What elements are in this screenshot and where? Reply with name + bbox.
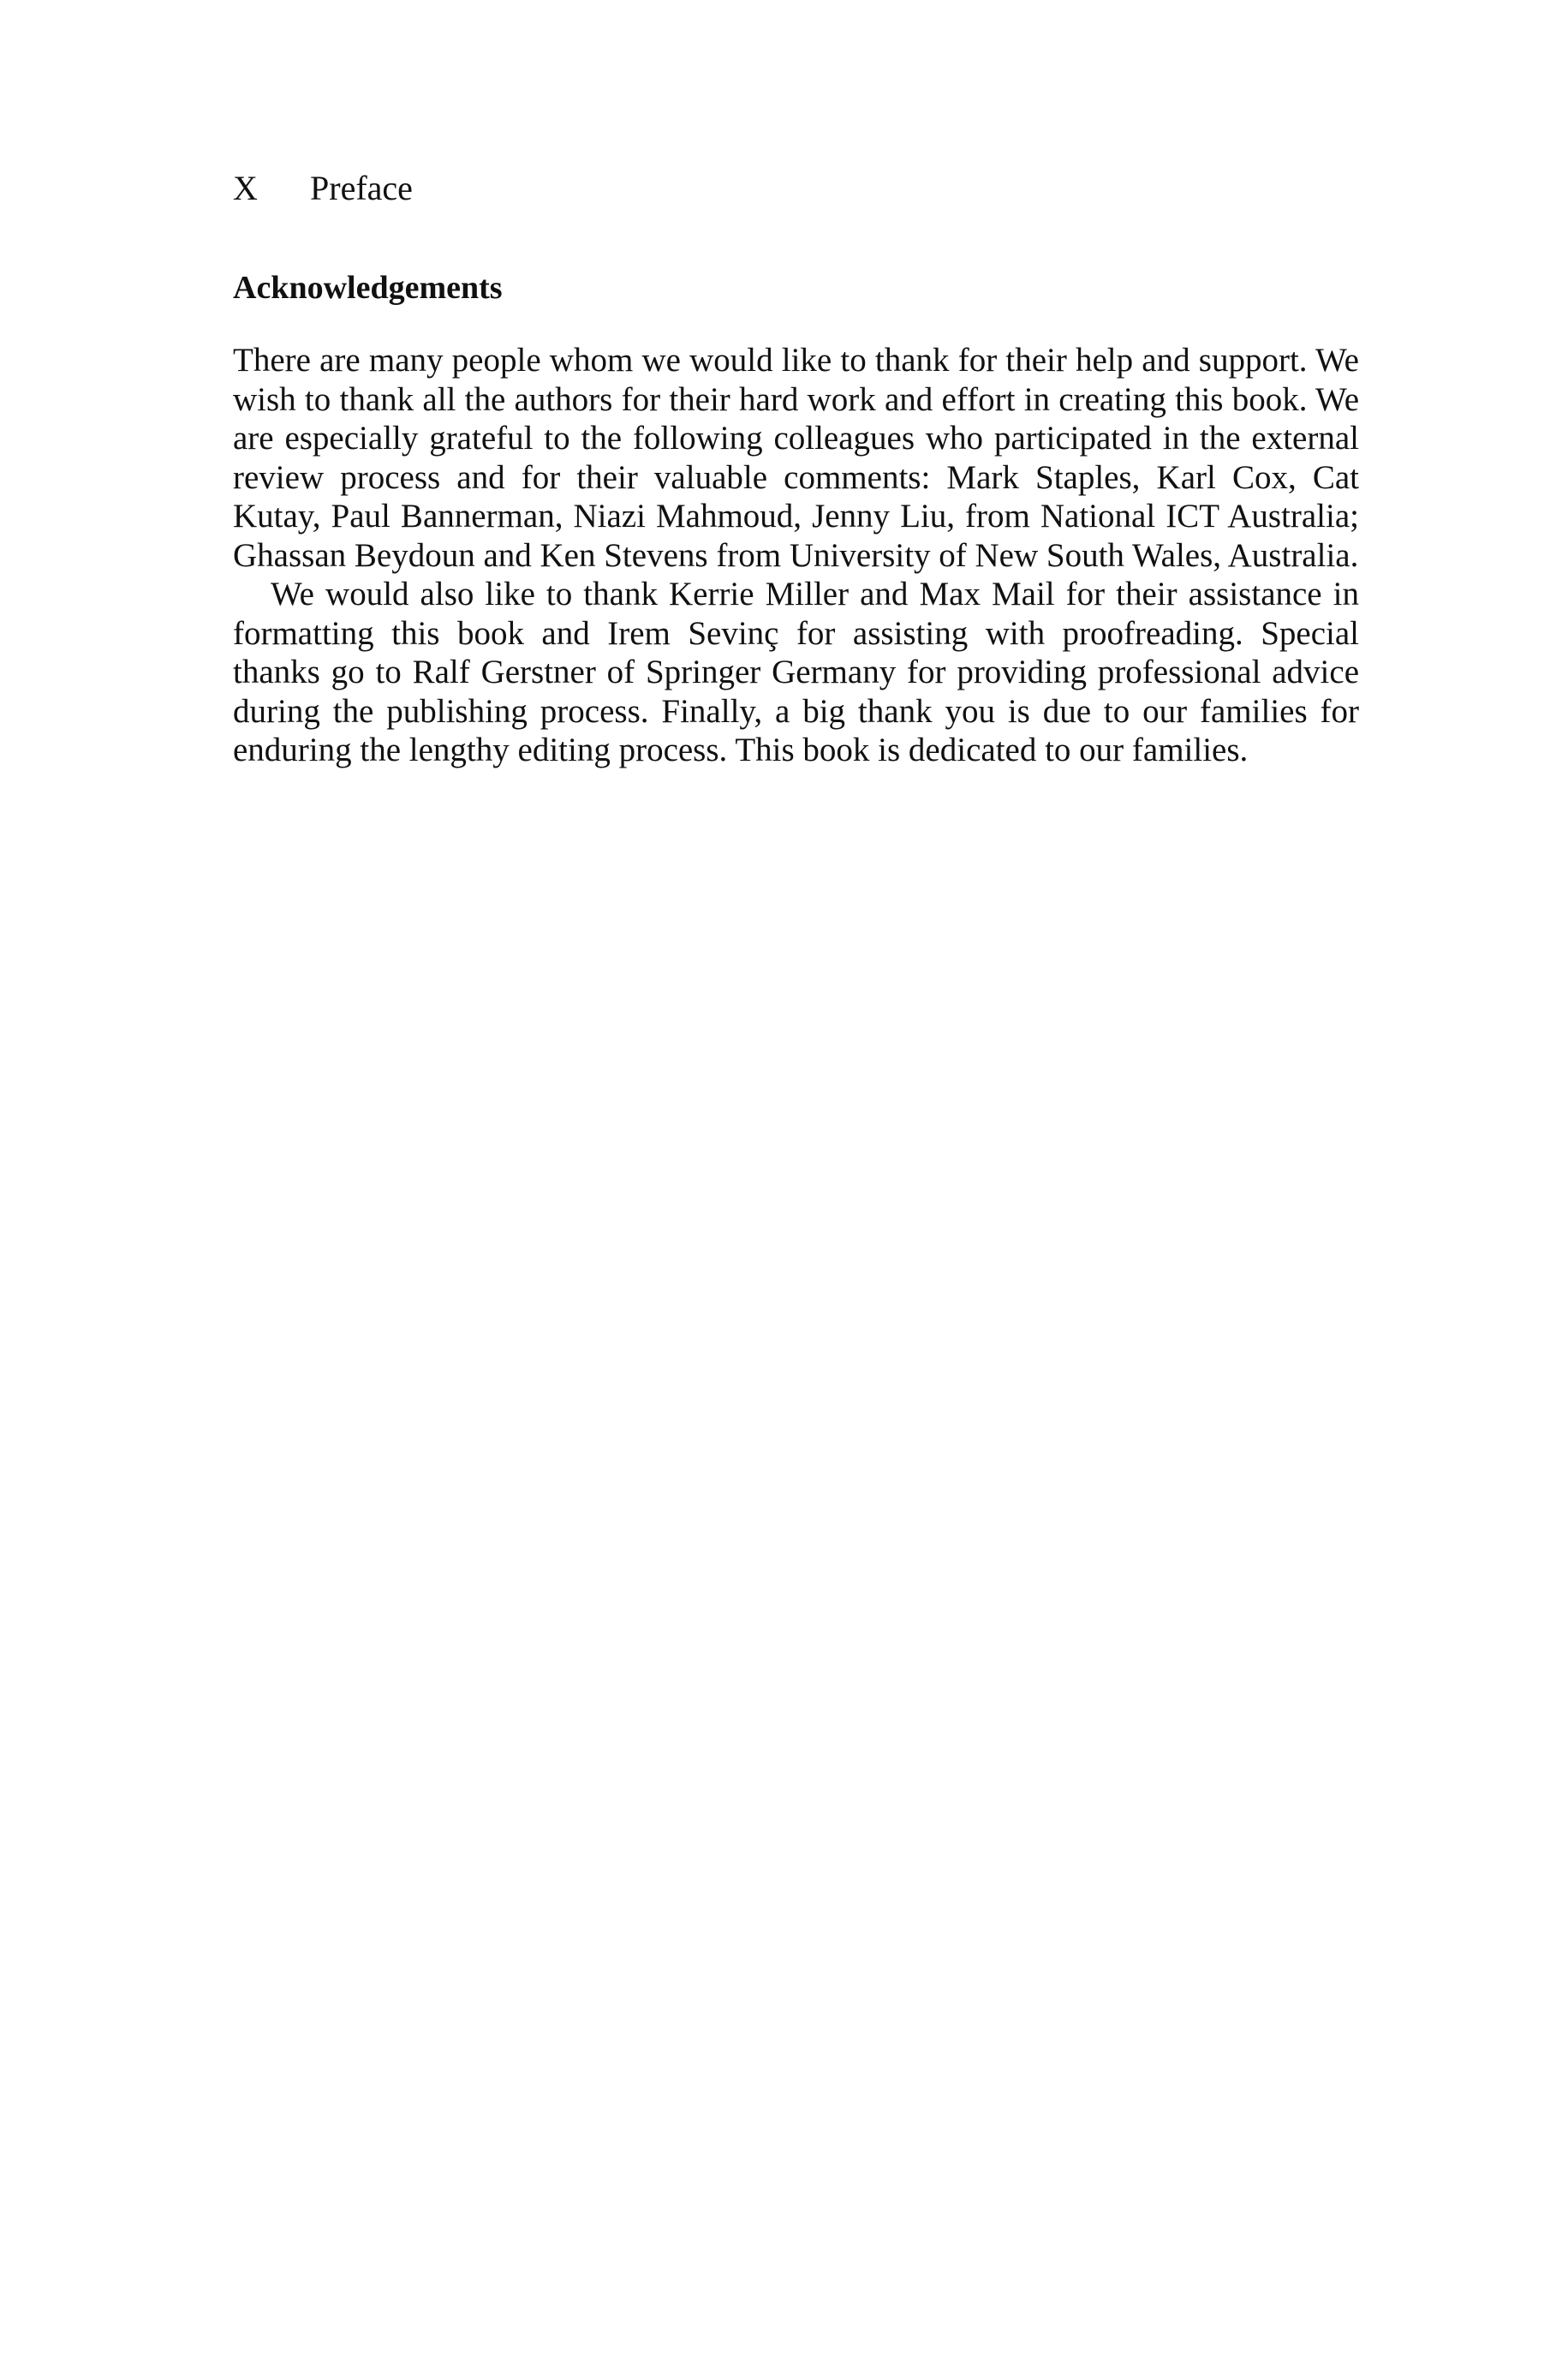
running-header (233, 168, 413, 209)
running-title: Preface (310, 169, 413, 207)
section-heading: Acknowledgements (233, 270, 503, 306)
body-text (233, 341, 1359, 770)
paragraph: There are many people whom we would like to thank for their help and support. We wish to thank all the authors for their hard work and effort in creating this book. We are especially grateful to the following colleagues who participated in the external review process and for their valuable comments: Mark Staples, Karl Cox, Cat Kutay, Paul Bannerman, Niazi Mahmoud, Jenny Liu, from National ICT Australia; Ghassan Beydoun and Ken Stevens from University of New South Wales, Australia. (233, 342, 1359, 574)
paragraph: We would also like to thank Kerrie Miller and Max Mail for their assistance in formatting this book and Irem Sevinç for assisting with proofreading. Special thanks go to Ralf Gerstner of Springer Germany for providing professional advice during the publishing process. Finally, a big thank you is due to our families for enduring the lengthy editing process. This book is dedicated to our families. (233, 576, 1359, 768)
page-number: X (233, 169, 258, 207)
